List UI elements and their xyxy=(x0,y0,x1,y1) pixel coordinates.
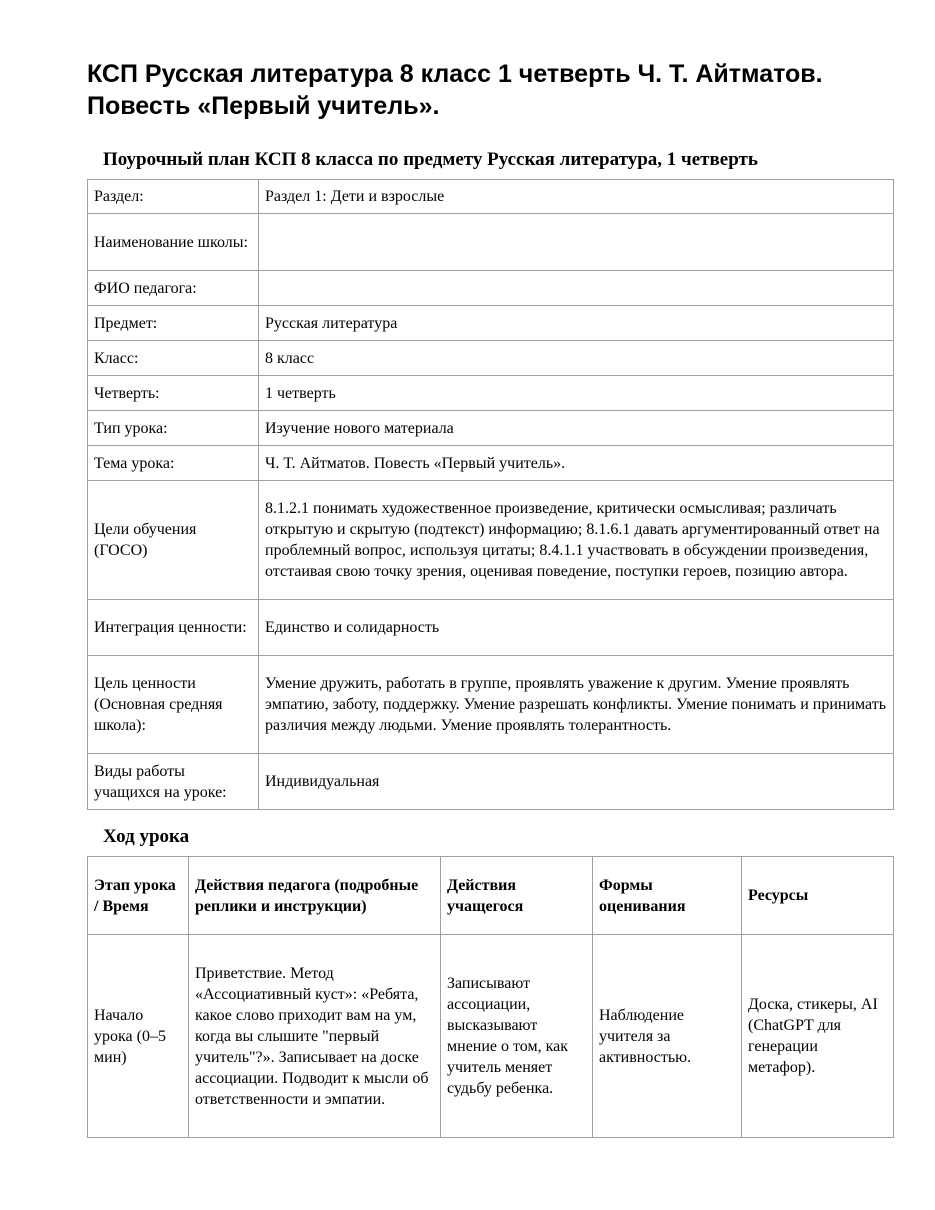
document-title: КСП Русская литература 8 класс 1 четверть Ч. Т. Айтматов. Повесть «Первый учитель». xyxy=(87,60,823,120)
info-row xyxy=(88,411,894,446)
info-label: Класс: xyxy=(88,341,259,376)
info-value: 8.1.2.1 понимать художественное произведение, критически осмысливая; различать открытую и скрытую (подтекст) информацию; 8.1.6.1 давать аргументированный ответ на проблемный вопрос, используя цитаты; 8.4.1.1 участвовать в обсуждении произведения, отстаивая свою точку зрения, оценивая поведение, поступки героев, позицию автора. xyxy=(259,481,894,600)
header-teacher-actions: Действия педагога (подробные реплики и инструкции) xyxy=(189,857,441,935)
info-label: Наименование школы: xyxy=(88,214,259,271)
info-value: Ч. Т. Айтматов. Повесть «Первый учитель». xyxy=(259,446,894,481)
info-value: 8 класс xyxy=(259,341,894,376)
info-label: Четверть: xyxy=(88,376,259,411)
header-student-actions: Действия учащегося xyxy=(441,857,593,935)
info-value: Изучение нового материала xyxy=(259,411,894,446)
info-row xyxy=(88,600,894,656)
cell-assessment: Наблюдение учителя за активностью. xyxy=(593,935,742,1138)
header-stage: Этап урока / Время xyxy=(88,857,189,935)
info-row xyxy=(88,446,894,481)
lesson-header-row xyxy=(88,857,894,935)
info-label: Тема урока: xyxy=(88,446,259,481)
lesson-caption: Ход урока xyxy=(103,826,190,847)
info-label: Тип урока: xyxy=(88,411,259,446)
plan-caption: Поурочный план КСП 8 класса по предмету Русская литература, 1 четверть xyxy=(103,149,758,170)
info-value xyxy=(259,271,894,306)
info-label: Виды работы учащихся на уроке: xyxy=(88,754,259,810)
info-value xyxy=(259,214,894,271)
info-label: Интеграция ценности: xyxy=(88,600,259,656)
info-row xyxy=(88,271,894,306)
info-row xyxy=(88,376,894,411)
header-resources: Ресурсы xyxy=(742,857,894,935)
cell-student-actions: Записывают ассоциации, высказывают мнение о том, как учитель меняет судьбу ребенка. xyxy=(441,935,593,1138)
info-row xyxy=(88,214,894,271)
info-row xyxy=(88,180,894,214)
info-row xyxy=(88,481,894,600)
info-value: Индивидуальная xyxy=(259,754,894,810)
cell-resources: Доска, стикеры, AI (ChatGPT для генерации метафор). xyxy=(742,935,894,1138)
cell-teacher-actions: Приветствие. Метод «Ассоциативный куст»: «Ребята, какое слово приходит вам на ум, когда вы слышите "первый учитель"?». Записывает на доске ассоциации. Подводит к мысли об ответственности и эмпатии. xyxy=(189,935,441,1138)
info-row xyxy=(88,306,894,341)
info-label: ФИО педагога: xyxy=(88,271,259,306)
info-label: Цель ценности (Основная средняя школа): xyxy=(88,656,259,754)
info-value: Единство и солидарность xyxy=(259,600,894,656)
info-row xyxy=(88,341,894,376)
info-value: Русская литература xyxy=(259,306,894,341)
info-label: Цели обучения (ГОСО) xyxy=(88,481,259,600)
info-row xyxy=(88,754,894,810)
info-row xyxy=(88,656,894,754)
lesson-flow-table xyxy=(87,856,894,1138)
cell-stage: Начало урока (0–5 мин) xyxy=(88,935,189,1138)
lesson-row xyxy=(88,935,894,1138)
info-label: Предмет: xyxy=(88,306,259,341)
info-value: Раздел 1: Дети и взрослые xyxy=(259,180,894,214)
header-assessment: Формы оценивания xyxy=(593,857,742,935)
info-value: Умение дружить, работать в группе, проявлять уважение к другим. Умение проявлять эмпатию, заботу, поддержку. Умение разрешать конфликты. Умение понимать и принимать различия между людьми. Умение проявлять толерантность. xyxy=(259,656,894,754)
info-value: 1 четверть xyxy=(259,376,894,411)
lesson-info-table xyxy=(87,179,894,810)
info-label: Раздел: xyxy=(88,180,259,214)
